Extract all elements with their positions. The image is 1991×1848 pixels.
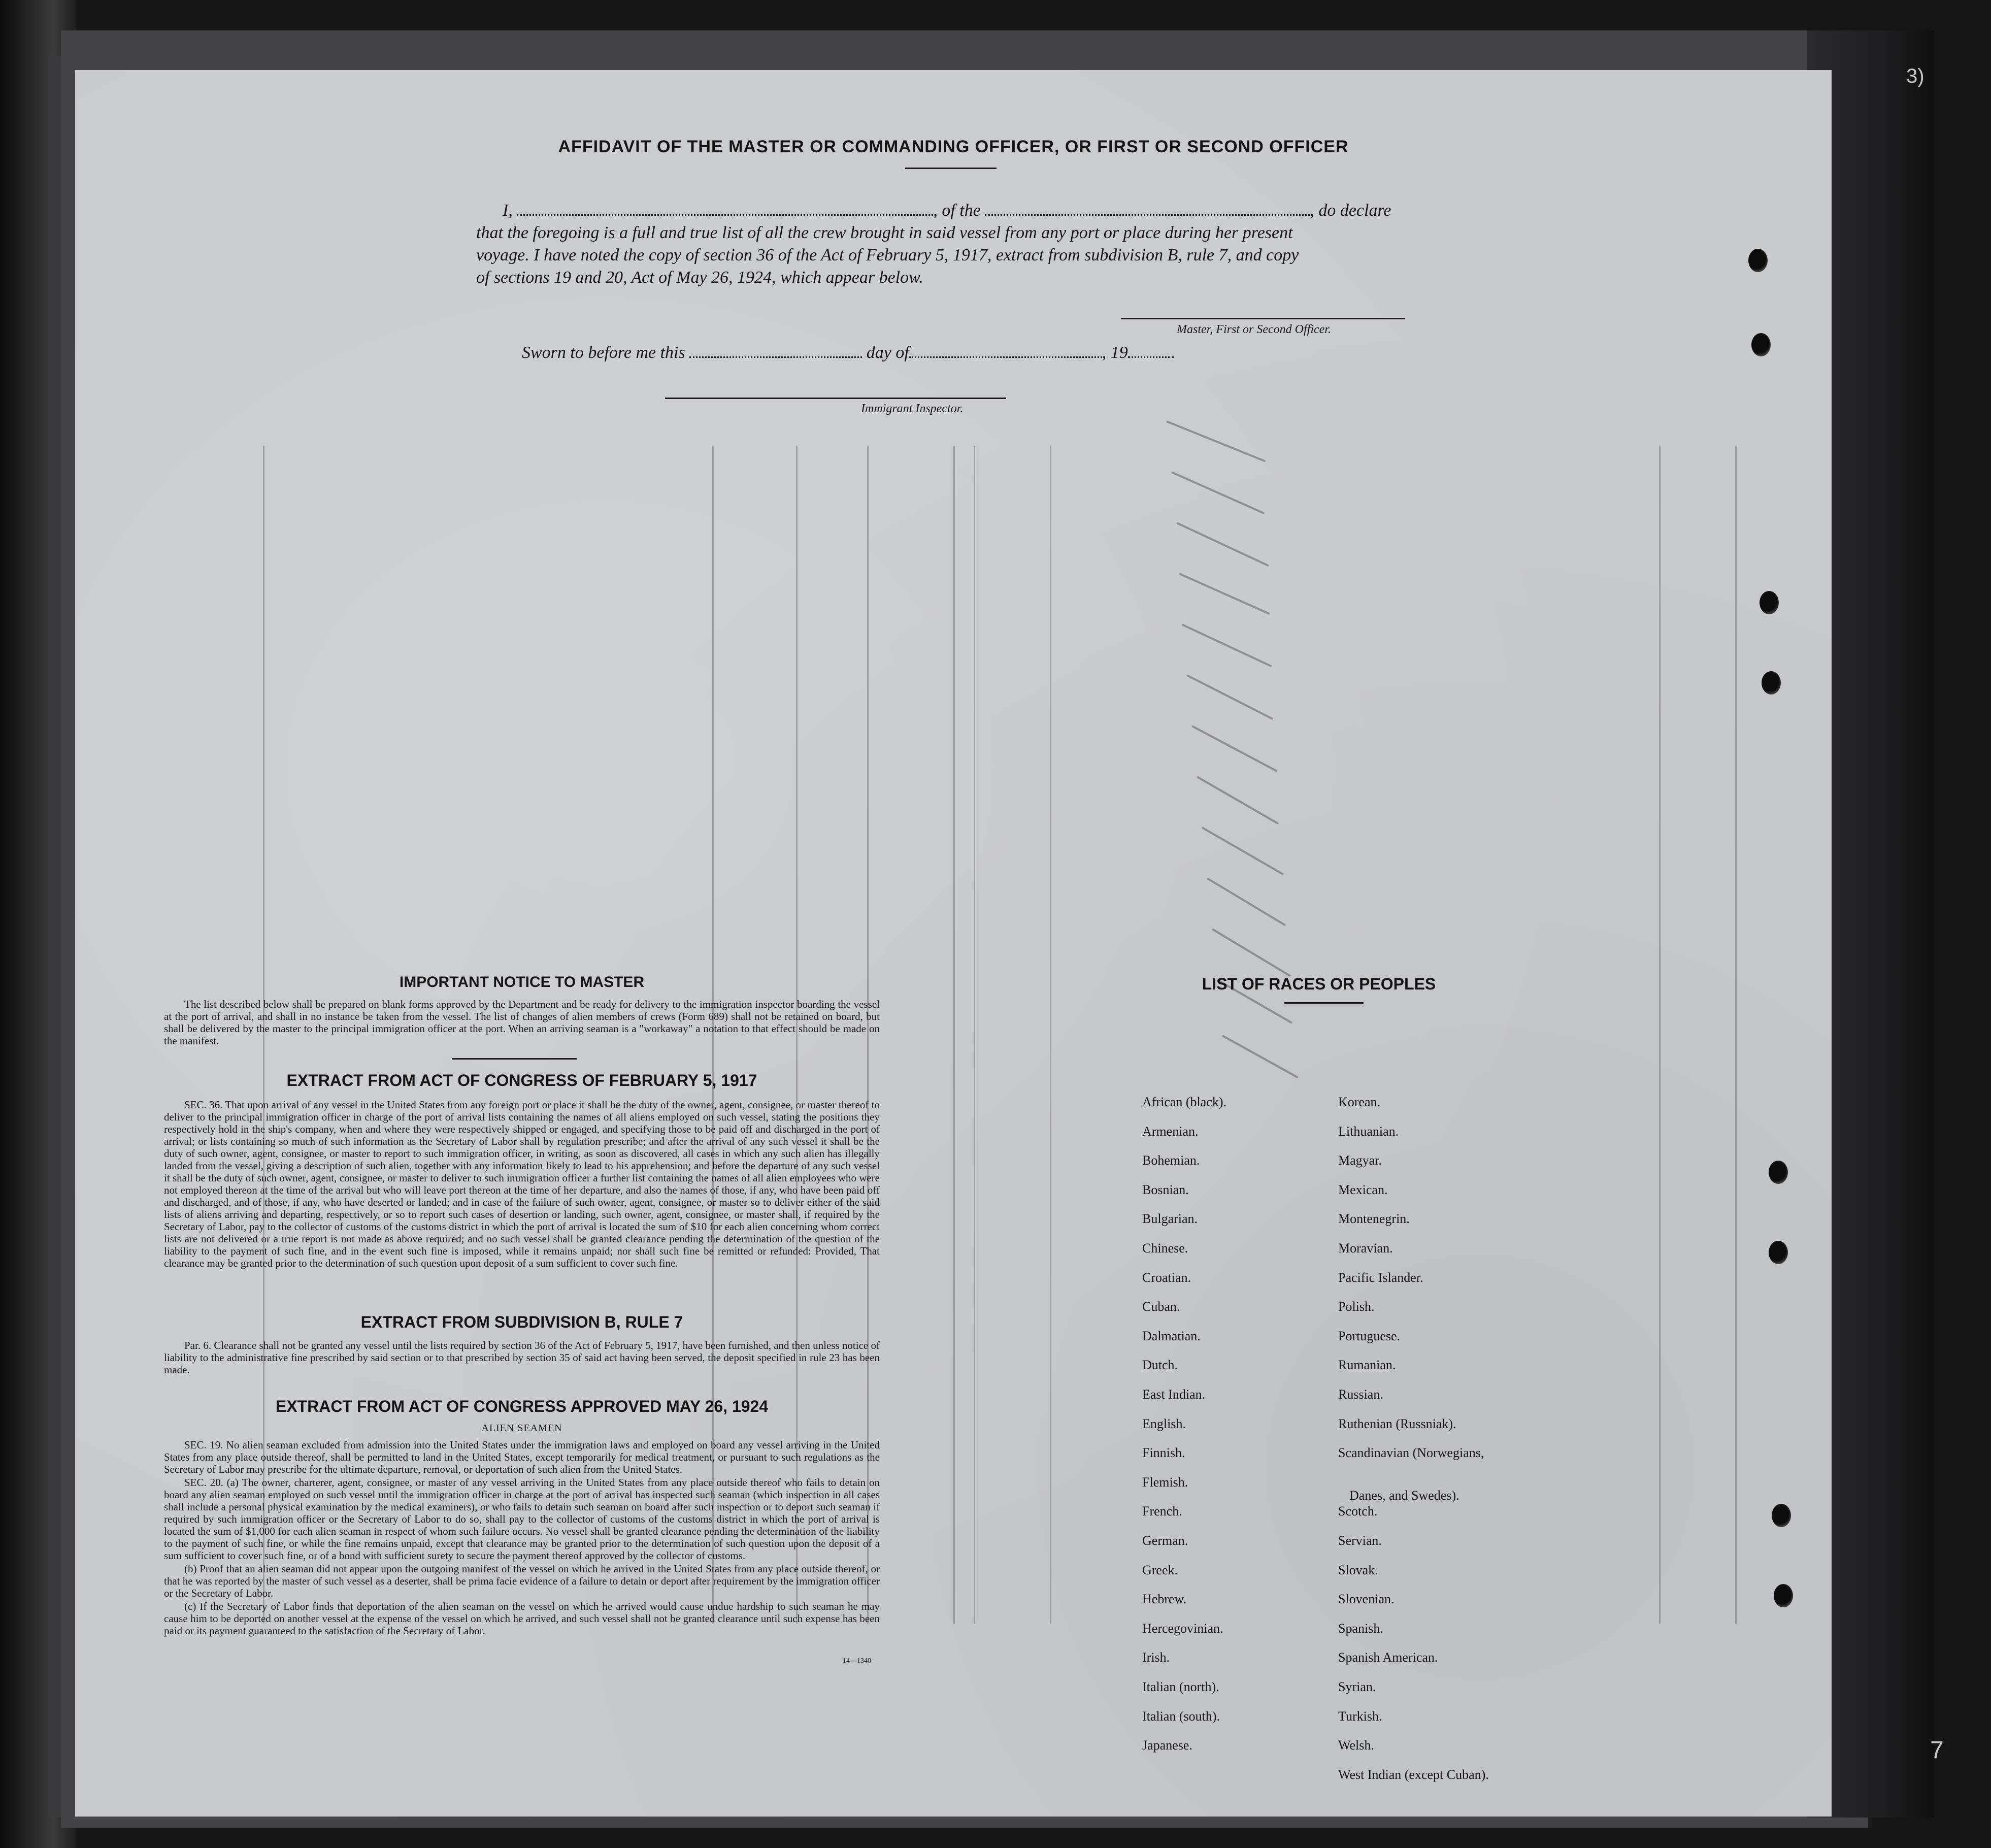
sworn-day-field[interactable] (689, 356, 862, 358)
race-item: Slovak. (1338, 1562, 1378, 1577)
bleed-through-line (1050, 446, 1051, 1624)
signature-label: Master, First or Second Officer. (1177, 323, 1331, 336)
race-item: Japanese. (1142, 1738, 1192, 1753)
sworn-month-field[interactable] (909, 356, 1102, 358)
pencil-mark (1181, 623, 1272, 667)
race-item: Danes, and Swedes). (1349, 1488, 1459, 1503)
race-item: East Indian. (1142, 1387, 1206, 1402)
punch-hole (1762, 671, 1781, 695)
race-item: Italian (south). (1142, 1708, 1220, 1724)
pencil-mark (1197, 776, 1279, 824)
inspector-label: Immigrant Inspector. (861, 402, 964, 415)
pencil-mark (1222, 1035, 1299, 1078)
punch-hole (1769, 1161, 1788, 1184)
pencil-mark (1202, 827, 1284, 875)
race-item: Rumanian. (1338, 1358, 1396, 1373)
document-page (75, 70, 1832, 1817)
sec20b-paragraph: (b) Proof that an alien seaman did not appear upon the outgoing manifest of the vessel on which he arrived in the United States from any place outside thereof, or that he was reported by the master of such vessel as a deserter, shall be prima facie evidence of a failure to detain or deport after requirement by the immigration officer or the Secretary of Labor. (164, 1563, 880, 1599)
declaration-line-4: of sections 19 and 20, Act of May 26, 1924, which appear below. (476, 268, 923, 287)
declaration-start: I, (503, 201, 513, 220)
race-item: Servian. (1338, 1533, 1382, 1548)
sec20a-paragraph: SEC. 20. (a) The owner, charterer, agent, consignee, or master of any vessel arriving in the United States from any place outside thereof who fails to detain on board any alien seaman employed on such vessel until the immigration officer in charge at the port of arrival has inspected such seaman (which inspection in all cases shall include a personal physical examination by the medical examiners), or who fails to detain such seaman on board after such inspection or to deport such seaman if required by such immigration officer or the Secretary of Labor to do so, shall pay to the collector of customs of the customs district in which the port of arrival is located the sum of $1,000 for each alien seaman in respect of whom such failure occurs. No vessel shall be granted clearance pending the determination of the liability to the payment of such fine, or while the fine remains unpaid, except that clearance may be granted prior to the determination of such question upon the deposit of a sum sufficient to cover such fine, or of a bond with sufficient surety to secure the payment thereof approved by the collector of customs. (164, 1476, 880, 1562)
extract-rule7-title: EXTRACT FROM SUBDIVISION B, RULE 7 (360, 1313, 683, 1331)
race-item: Dutch. (1142, 1358, 1178, 1373)
races-title: LIST OF RACES OR PEOPLES (1202, 975, 1436, 993)
race-item: Mexican. (1338, 1182, 1388, 1197)
bleed-through-line (974, 446, 975, 1624)
pencil-mark (1166, 420, 1266, 462)
race-item: French. (1142, 1504, 1182, 1519)
section-divider (452, 1058, 577, 1060)
race-item: Scotch. (1338, 1504, 1378, 1519)
punch-hole (1772, 1504, 1791, 1527)
race-item: Cuban. (1142, 1299, 1180, 1314)
race-item: Croatian. (1142, 1270, 1191, 1285)
race-item: Polish. (1338, 1299, 1375, 1314)
notice-title: IMPORTANT NOTICE TO MASTER (399, 974, 645, 991)
race-item: Montenegrin. (1338, 1211, 1410, 1227)
race-item: Hercegovinian. (1142, 1621, 1223, 1636)
notice-text (164, 998, 880, 1048)
notice-paragraph: The list described below shall be prepared on blank forms approved by the Department and be ready for delivery to the immigration inspector boarding the vessel at the port of arrival, and shall in no instance be taken from the vessel. The list of changes of alien members of crews (Form 689) shall not be retained on board, but shall be delivered by the master to the principal immigration officer at the port. When an arriving seaman is a "workaway" a notation to that effect should be made on the manifest. (164, 998, 880, 1047)
race-item: Chinese. (1142, 1241, 1188, 1256)
race-item: Italian (north). (1142, 1679, 1219, 1694)
race-item: African (black). (1142, 1095, 1227, 1109)
pencil-mark (1207, 877, 1286, 926)
race-item: Scandinavian (Norwegians, (1338, 1445, 1484, 1461)
extract-1924-title: EXTRACT FROM ACT OF CONGRESS APPROVED MAY 26, 1924 (275, 1397, 769, 1415)
race-item: Welsh. (1338, 1738, 1374, 1753)
race-item: Syrian. (1338, 1679, 1376, 1694)
race-item: Spanish American. (1338, 1650, 1438, 1665)
extract-rule7-paragraph: Par. 6. Clearance shall not be granted any vessel until the lists required by section 36 of the Act of February 5, 1917, have been furnished, and then unless notice of liability to the administrative fine prescribed by said section or to that prescribed by section 35 of said act having been served, the deposit specified in rule 23 has been made. (164, 1339, 880, 1376)
race-item: Bohemian. (1142, 1153, 1200, 1168)
punch-hole (1774, 1584, 1793, 1607)
race-item: Flemish. (1142, 1474, 1188, 1490)
race-item: Portuguese. (1338, 1328, 1401, 1343)
bleed-through-line (953, 446, 955, 1624)
sworn-line (522, 343, 1174, 362)
race-item: Turkish. (1338, 1708, 1382, 1724)
declaration-line-1 (503, 201, 1391, 220)
race-item: Bosnian. (1142, 1182, 1189, 1197)
race-item: Irish. (1142, 1650, 1170, 1665)
pencil-mark (1179, 573, 1270, 615)
inspector-line[interactable] (665, 398, 1006, 399)
margin-mark-top: 3) (1906, 65, 1924, 87)
race-item: Bulgarian. (1142, 1211, 1198, 1227)
race-item: German. (1142, 1533, 1188, 1548)
extract-1917-text (164, 1099, 880, 1270)
races-title-underline (1284, 1002, 1364, 1004)
race-item: Russian. (1338, 1387, 1383, 1402)
punch-hole (1769, 1241, 1788, 1264)
pencil-mark (1191, 725, 1278, 772)
sworn-prefix: Sworn to before me this (522, 343, 685, 362)
title-underline (905, 168, 997, 169)
race-item: Pacific Islander. (1338, 1270, 1423, 1285)
race-item: Hebrew. (1142, 1592, 1187, 1607)
sec19-paragraph: SEC. 19. No alien seaman excluded from admission into the United States under the immigration laws and employed on board any vessel arriving in the United States from any place outside thereof, shall be permitted to land in the United States, except temporarily for medical treatment, or pursuant to such regulations as the Secretary of Labor may prescribe for the ultimate departure, removal, or deportation of such alien from the United States. (164, 1439, 880, 1475)
signature-line[interactable] (1121, 318, 1405, 319)
race-item: Armenian. (1142, 1124, 1199, 1139)
race-item: Magyar. (1338, 1153, 1382, 1168)
pencil-mark (1171, 471, 1265, 514)
margin-mark-bottom: 7 (1930, 1737, 1944, 1764)
race-item: West Indian (except Cuban). (1338, 1767, 1489, 1782)
extract-1917-paragraph: SEC. 36. That upon arrival of any vessel in the United States from any foreign port or place it shall be the duty of the owner, agent, consignee, or master thereof to deliver to the principal immigration officer in charge of the port of arrival lists containing the names of all aliens employed on such vessel, stating the positions they respectively hold in the ship's company, when and where they were respectively shipped or engaged, and specifying those to be paid off and discharged in the port of arrival; or lists containing so much of such information as the Secretary of Labor shall by regulation prescribe; and after the arrival of any such vessel it shall be the duty of such owner, agent, consignee, or master to report to such immigration officer, in writing, as soon as discovered, all cases in which any such alien has illegally landed from the vessel, giving a description of such alien, together with any information likely to lead to his apprehension; and before the departure of any such vessel it shall be the duty of such owner, agent, consignee, or master to deliver to such immigration officer a further list containing the names of all alien employees who were not employed thereon at the time of the arrival but who will leave port thereon at the time of her departure, and also the names of those, if any, who have been paid off and discharged, and of those, if any, who have deserted or landed; and in case of the failure of such owner, agent, consignee, or master so to deliver either of the said lists of aliens arriving and departing, respectively, or so to report such cases of desertion or landing, such owner, agent, consignee, or master shall, if required by the Secretary of Labor, pay to the collector of customs of the customs district in which the port of arrival is located the sum of $10 for each alien concerning whom correct lists are not delivered or a true report is not made as above required; and no such vessel shall be granted clearance pending the determination of the question of the liability to the payment of such fine, and in the event such fine is imposed, while it remains unpaid; nor shall such fine be remitted or refunded: Provided, That clearance may be granted prior to the determination of such question upon deposit of a sum sufficient to cover such fine. (164, 1099, 880, 1269)
of-the-text: , of the (933, 201, 981, 220)
race-item: Spanish. (1338, 1621, 1383, 1636)
race-item: Moravian. (1338, 1241, 1393, 1256)
pencil-mark (1212, 928, 1291, 977)
declaration-line-3: voyage. I have noted the copy of section 36 of the Act of February 5, 1917, extract from subdivision B, rule 7, and copy (476, 246, 1299, 265)
alien-seamen-subtitle: ALIEN SEAMEN (481, 1423, 562, 1434)
pencil-mark (1176, 522, 1269, 567)
race-item: Finnish. (1142, 1445, 1185, 1461)
race-item: Slovenian. (1338, 1592, 1395, 1607)
bleed-through-line (1659, 446, 1661, 1624)
extract-rule7-text (164, 1339, 880, 1377)
race-item: Lithuanian. (1338, 1124, 1399, 1139)
affidavit-title: AFFIDAVIT OF THE MASTER OR COMMANDING OFFICER, OR FIRST OR SECOND OFFICER (558, 137, 1349, 156)
form-number: 14—1340 (843, 1657, 871, 1665)
race-item: English. (1142, 1416, 1186, 1431)
sworn-year-field[interactable] (1128, 356, 1174, 358)
extract-1917-title: EXTRACT FROM ACT OF CONGRESS OF FEBRUARY 5, 1917 (286, 1071, 757, 1090)
punch-hole (1760, 591, 1779, 614)
punch-hole (1748, 249, 1768, 272)
sec20c-paragraph: (c) If the Secretary of Labor finds that deportation of the alien seaman on the vessel on which he arrived would cause undue hardship to such seaman he may cause him to be deported on another vessel at the expense of the vessel on which he arrived, and such vessel shall not be granted clearance until such expense has been paid or its payment guaranteed to the satisfaction of the Secretary of Labor. (164, 1600, 880, 1637)
extract-1924-text (164, 1439, 880, 1638)
race-item: Korean. (1338, 1095, 1381, 1109)
do-declare-text: , do declare (1310, 201, 1391, 220)
race-item: Ruthenian (Russniak). (1338, 1416, 1456, 1431)
race-item: Greek. (1142, 1562, 1178, 1577)
vessel-field[interactable] (985, 214, 1310, 216)
punch-hole (1751, 333, 1771, 356)
bleed-through-line (1735, 446, 1737, 1624)
name-field[interactable] (517, 214, 933, 216)
day-of-text: day of (866, 343, 909, 362)
pencil-mark (1186, 674, 1273, 720)
declaration-line-2: that the foregoing is a full and true list of all the crew brought in said vessel from any port or place during her present (476, 223, 1293, 242)
race-item: Dalmatian. (1142, 1328, 1201, 1343)
year-prefix: , 19 (1102, 343, 1128, 362)
